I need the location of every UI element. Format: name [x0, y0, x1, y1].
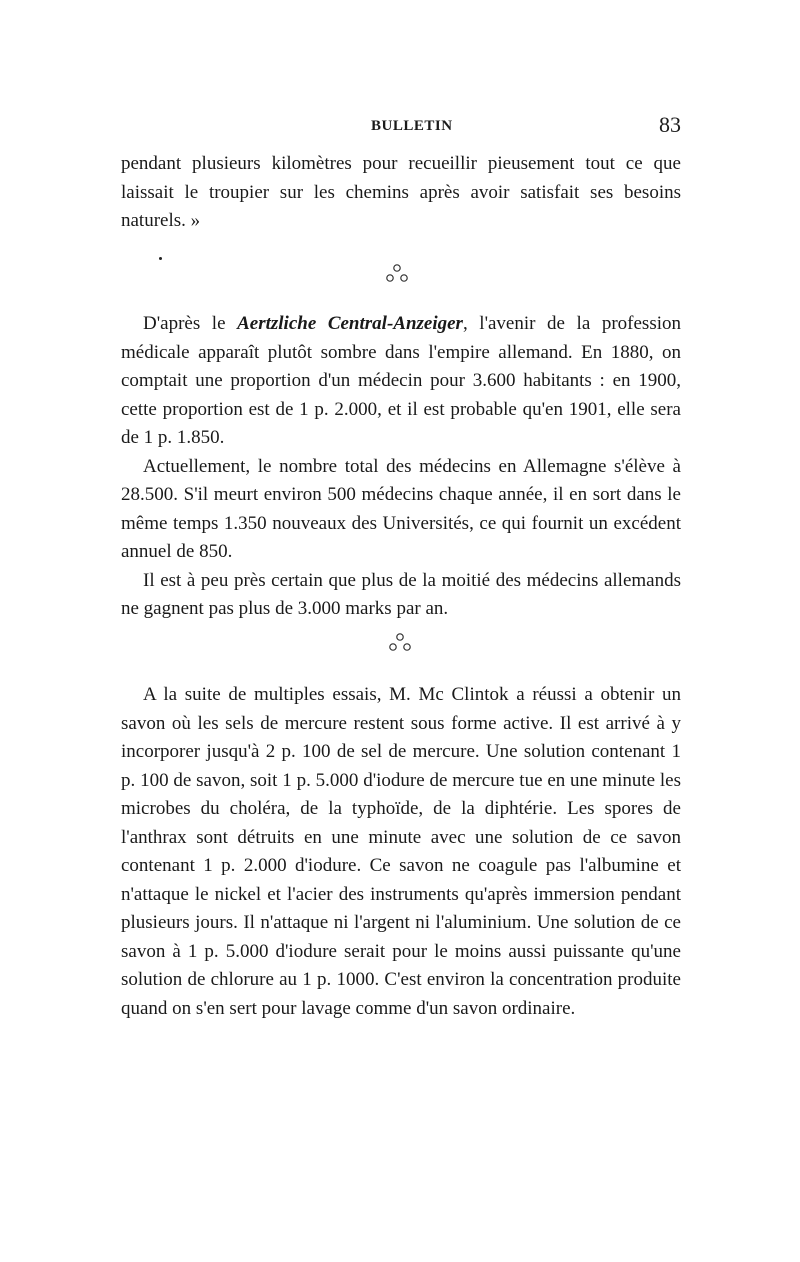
continuation-paragraph: pendant plusieurs kilomètres pour recueillir pieusement tout ce que laissait le troupier sur les chemins après avoir satisfait ses besoins naturels. »	[121, 153, 681, 231]
paragraph-physician-count: Actuellement, le nombre total des médecins en Allemagne s'élève à 28.500. S'il meurt environ 500 médecins chaque année, il en sort dans le même temps 1.350 nouveaux des Universités, ce qui fournit un excédent annuel de 850.	[121, 455, 681, 562]
journal-title: Aertzliche Central-Anzeiger	[237, 313, 463, 334]
medical-profession-section	[121, 310, 681, 624]
paragraph-mercury-soap: A la suite de multiples essais, M. Mc Clintok a réussi a obtenir un savon où les sels de mercure restent sous forme active. Il est arrivé à y incorporer jusqu'à 2 p. 100 de sel de mercure. Une solution contenant 1 p. 100 de savon, soit 1 p. 5.000 d'iodure de mercure tue en une minute les microbes du choléra, de la typhoïde, de la diphtérie. Les spores de l'anthrax sont détruits en une minute avec une solution de ce savon contenant 1 p. 2.000 d'iodure. Ce savon ne coagule pas l'albumine et n'attaque le nickel et l'acier des instruments qu'après immersion pendant plusieurs jours. Il n'attaque ni l'argent ni l'aluminium. Une solution de ce savon à 1 p. 5.000 d'iodure serait pour le moins aussi puissante qu'une solution de chlorure au 1 p. 1000. C'est environ la concentration produite quand on s'en sert pour lavage comme d'un savon ordinaire.	[121, 684, 681, 1019]
paragraph-aertzliche: D'après le Aertzliche Central-Anzeiger, l'avenir de la profession médicale apparaît plutôt sombre dans l'empire allemand. En 1880, on comptait une proportion d'un médecin pour 3.600 habitants : en 1900, cette proportion est de 1 p. 2.000, et il est probable qu'en 1901, elle sera de 1 p. 1.850.	[121, 313, 681, 448]
ink-speck	[159, 257, 162, 260]
paragraph-physician-income: Il est à peu près certain que plus de la moitié des médecins allemands ne gagnent pas plus de 3.000 marks par an.	[121, 569, 681, 619]
continuation-block	[121, 150, 681, 236]
running-title: BULLETIN	[371, 118, 453, 134]
mercury-soap-section	[121, 681, 681, 1023]
page-number: 83	[659, 112, 681, 137]
asterism-divider-icon	[385, 632, 415, 654]
running-head	[121, 112, 681, 140]
asterism-divider-icon	[382, 263, 412, 285]
